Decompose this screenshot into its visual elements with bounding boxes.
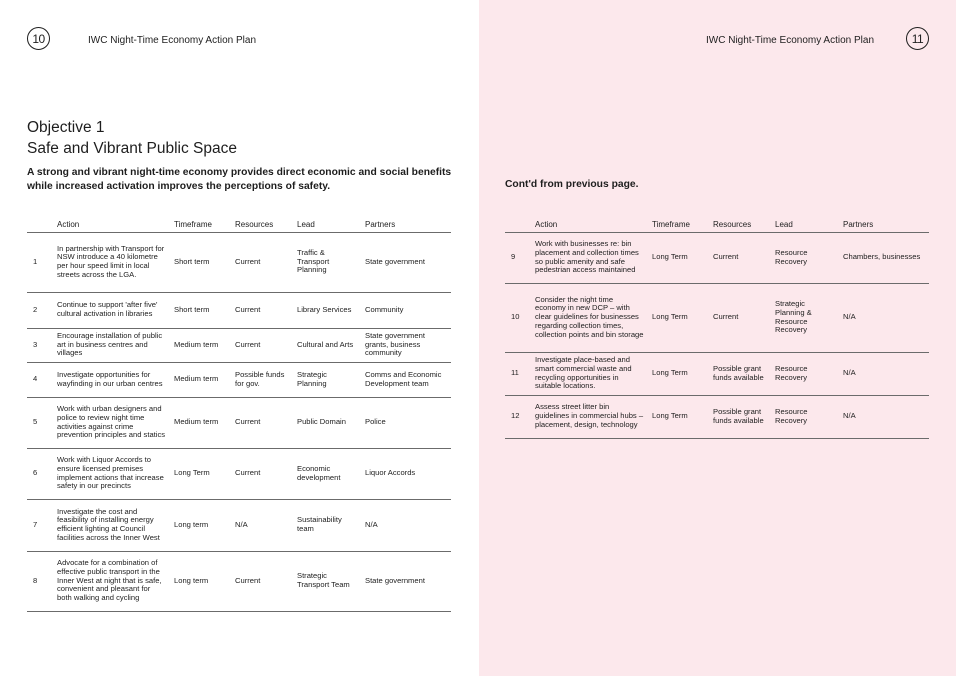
col-header-num [27, 217, 54, 232]
table-row [27, 551, 451, 611]
row-resources: Current [232, 292, 294, 328]
row-partners: State government [362, 232, 451, 292]
row-lead: Public Domain [294, 397, 362, 448]
row-number: 7 [27, 499, 54, 551]
row-action: Work with businesses re: bin placement and collection times so public amenity and safe pedestrian access maintained [532, 232, 649, 283]
table-row [27, 328, 451, 362]
row-partners: Liquor Accords [362, 448, 451, 499]
row-timeframe: Medium term [171, 397, 232, 448]
row-action: Investigate opportunities for wayfinding in our urban centres [54, 362, 171, 397]
col-header-action: Action [54, 217, 171, 232]
row-number: 5 [27, 397, 54, 448]
row-timeframe: Short term [171, 292, 232, 328]
table-header-row [27, 217, 451, 232]
row-partners: Comms and Economic Development team [362, 362, 451, 397]
row-resources: N/A [232, 499, 294, 551]
row-number: 6 [27, 448, 54, 499]
row-partners: State government [362, 551, 451, 611]
row-lead: Strategic Planning [294, 362, 362, 397]
row-lead: Strategic Planning & Resource Recovery [772, 283, 840, 352]
col-header-timeframe: Timeframe [649, 217, 710, 232]
row-lead: Resource Recovery [772, 395, 840, 438]
row-resources: Current [232, 328, 294, 362]
row-action: Consider the night time economy in new DCP – with clear guidelines for businesses regarding collection times, collection points and bin storage [532, 283, 649, 352]
row-timeframe: Long Term [649, 232, 710, 283]
row-resources: Current [232, 551, 294, 611]
col-header-timeframe: Timeframe [171, 217, 232, 232]
row-timeframe: Long term [171, 499, 232, 551]
row-action: Assess street litter bin guidelines in commercial hubs – placement, design, technology [532, 395, 649, 438]
objective-title: Safe and Vibrant Public Space [27, 140, 237, 157]
row-number: 1 [27, 232, 54, 292]
row-resources: Possible grant funds available [710, 352, 772, 395]
row-action: Continue to support 'after five' cultural activation in libraries [54, 292, 171, 328]
table-row [27, 292, 451, 328]
col-header-resources: Resources [710, 217, 772, 232]
row-timeframe: Long Term [649, 395, 710, 438]
row-timeframe: Long term [171, 551, 232, 611]
row-resources: Current [232, 397, 294, 448]
objective-intro: A strong and vibrant night-time economy provides direct economic and social benefits while increased activation improves the perceptions of safety. [27, 167, 452, 192]
row-action: Encourage installation of public art in business centres and villages [54, 328, 171, 362]
table-row [27, 397, 451, 448]
row-resources: Current [232, 448, 294, 499]
row-resources: Possible funds for gov. [232, 362, 294, 397]
row-number: 11 [505, 352, 532, 395]
row-timeframe: Medium term [171, 362, 232, 397]
row-partners: Police [362, 397, 451, 448]
col-header-lead: Lead [772, 217, 840, 232]
table-row [505, 283, 929, 352]
row-number: 12 [505, 395, 532, 438]
table-row [27, 448, 451, 499]
action-table-left [27, 217, 451, 612]
table-row [27, 232, 451, 292]
row-lead: Traffic & Transport Planning [294, 232, 362, 292]
row-timeframe: Medium term [171, 328, 232, 362]
objective-label: Objective 1 [27, 119, 105, 136]
col-header-partners: Partners [362, 217, 451, 232]
row-resources: Current [710, 283, 772, 352]
row-partners: Community [362, 292, 451, 328]
table-header-row [505, 217, 929, 232]
right-page [479, 0, 956, 676]
row-number: 10 [505, 283, 532, 352]
row-partners: Chambers, businesses [840, 232, 929, 283]
running-title-right: IWC Night-Time Economy Action Plan [706, 35, 875, 46]
col-header-action: Action [532, 217, 649, 232]
row-number: 4 [27, 362, 54, 397]
row-action: Investigate the cost and feasibility of installing energy efficient lighting at Council facilities across the Inner West [54, 499, 171, 551]
running-title-left: IWC Night-Time Economy Action Plan [88, 35, 257, 46]
row-timeframe: Long Term [649, 352, 710, 395]
continued-note: Cont'd from previous page. [505, 179, 639, 190]
page-number-left: 10 [27, 27, 50, 50]
row-partners: N/A [840, 283, 929, 352]
table-row [505, 352, 929, 395]
row-resources: Possible grant funds available [710, 395, 772, 438]
col-header-num [505, 217, 532, 232]
row-lead: Library Services [294, 292, 362, 328]
col-header-resources: Resources [232, 217, 294, 232]
row-timeframe: Long Term [171, 448, 232, 499]
row-timeframe: Long Term [649, 283, 710, 352]
col-header-lead: Lead [294, 217, 362, 232]
table-row [27, 499, 451, 551]
page-number-right: 11 [906, 27, 929, 50]
row-partners: N/A [840, 395, 929, 438]
row-number: 2 [27, 292, 54, 328]
row-lead: Resource Recovery [772, 352, 840, 395]
row-resources: Current [710, 232, 772, 283]
row-lead: Economic development [294, 448, 362, 499]
row-partners: State government grants, business community [362, 328, 451, 362]
row-number: 3 [27, 328, 54, 362]
row-action: Investigate place-based and smart commercial waste and recycling opportunities in suitable locations. [532, 352, 649, 395]
row-number: 9 [505, 232, 532, 283]
row-action: Work with Liquor Accords to ensure licensed premises implement actions that increase safety in our precincts [54, 448, 171, 499]
table-row [505, 232, 929, 283]
objective-heading [27, 117, 237, 159]
row-action: Work with urban designers and police to review night time activities against crime prevention principles and statics [54, 397, 171, 448]
row-timeframe: Short term [171, 232, 232, 292]
col-header-partners: Partners [840, 217, 929, 232]
row-partners: N/A [362, 499, 451, 551]
row-partners: N/A [840, 352, 929, 395]
row-resources: Current [232, 232, 294, 292]
row-action: Advocate for a combination of effective public transport in the Inner West at night that is safe, convenient and pleasant for both walking and cycling [54, 551, 171, 611]
table-row [27, 362, 451, 397]
table-row [505, 395, 929, 438]
row-number: 8 [27, 551, 54, 611]
row-lead: Strategic Transport Team [294, 551, 362, 611]
row-lead: Sustainability team [294, 499, 362, 551]
row-lead: Resource Recovery [772, 232, 840, 283]
action-table-right [505, 217, 929, 439]
row-action: In partnership with Transport for NSW introduce a 40 kilometre per hour speed limit in local streets across the LGA. [54, 232, 171, 292]
row-lead: Cultural and Arts [294, 328, 362, 362]
